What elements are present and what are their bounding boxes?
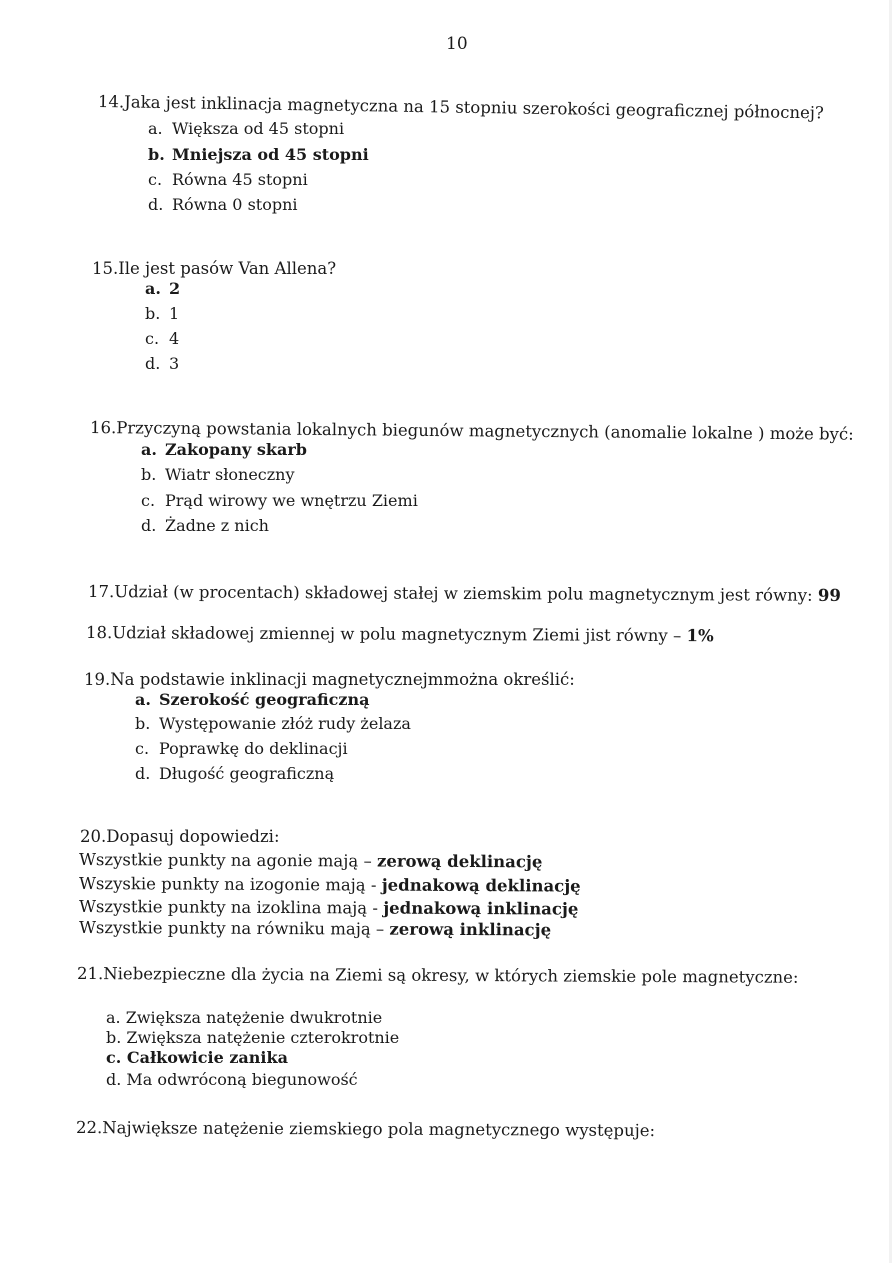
option-text: Długość geograficzną [159,764,335,783]
option-label: c. [141,491,156,510]
option-text: Równa 0 stopni [172,195,298,214]
option-text: Mniejsza od 45 stopni [172,145,369,164]
option-label: c. [106,1048,122,1067]
option-label: c. [135,739,150,758]
option-text: Większa od 45 stopni [172,119,345,138]
question-22-text: 22.Największe natężenie ziemskiego pola magnetycznego występuje: [75,1118,656,1141]
q15-option-d [145,354,179,374]
option-label: a. [148,119,163,138]
option-label: d. [148,195,164,214]
question-20-text: 20.Dopasuj dopowiedzi: [80,827,280,846]
option-text: 3 [169,354,180,373]
option-label: d. [106,1070,122,1089]
match-answer: jednakową inklinację [383,898,579,919]
q20-line-2 [79,874,581,897]
question-18-text: 18.Udział składowej zmiennej w polu magnetycznym Ziemi jist równy – [85,623,682,646]
option-label: b. [141,465,157,484]
option-text: Zwiększa natężenie czterokrotnie [126,1028,400,1047]
q19-option-a-correct [135,690,369,710]
option-text: Wiatr słoneczny [165,465,295,484]
q21-option-d [106,1070,358,1090]
question-14-text: 14.Jaka jest inklinacja magnetyczna na 15 stopniu szerokości geograficznej północnej? [97,92,824,123]
option-text: Prąd wirowy we wnętrzu Ziemi [165,491,418,510]
q14-option-c [148,170,308,190]
option-label: b. [145,304,161,323]
option-text: 4 [169,329,180,348]
q19-option-b [135,714,411,734]
option-text: Równa 45 stopni [172,170,308,189]
option-text: 2 [169,279,181,298]
q20-line-3 [79,897,579,920]
q19-option-c [135,739,348,759]
option-label: b. [148,145,165,164]
option-text: Poprawkę do deklinacji [159,739,348,758]
option-label: d. [141,516,157,535]
match-prefix: Wszystkie punkty na agonie mają – [78,850,372,871]
match-prefix: Wszyskie punkty na izogonie mają - [78,874,377,895]
option-text: Szerokość geograficzną [159,690,370,709]
question-19-text: 19.Na podstawie inklinacji magnetycznejmmożna określić: [84,670,575,689]
match-answer: zerową deklinację [376,851,543,872]
question-17 [88,582,841,606]
option-label: b. [106,1028,122,1047]
match-prefix: Wszystkie punkty na izoklina mają - [78,897,379,918]
q15-option-a-correct [145,279,180,299]
option-text: Występowanie złóż rudy żelaza [159,714,411,733]
q14-option-d [148,195,298,215]
question-16-text: 16.Przyczyną powstania lokalnych biegunów magnetycznych (anomalie lokalne ) może być: [89,418,854,444]
question-21-text: 21.Niebezpieczne dla życia na Ziemi są okresy, w których ziemskie pole magnetyczne: [76,964,799,987]
q14-option-b-correct [148,145,369,165]
question-17-answer: 99 [817,585,841,605]
option-text: 1 [169,304,180,323]
q16-option-a-correct [141,440,307,460]
option-label: d. [145,354,161,373]
option-label: d. [135,764,151,783]
q20-line-1 [79,850,543,872]
option-label: a. [106,1008,121,1027]
q20-line-4 [79,918,551,940]
q16-option-c [141,491,418,511]
question-17-text: 17.Udział (w procentach) składowej stałej w ziemskim polu magnetycznym jest równy: [87,582,813,605]
option-label: c. [145,329,160,348]
option-label: a. [135,690,151,709]
q21-option-a [106,1008,382,1028]
match-answer: jednakową deklinację [381,875,581,896]
option-text: Żadne z nich [165,516,269,535]
q15-option-c [145,329,179,349]
question-15-text: 15.Ile jest pasów Van Allena? [92,259,337,278]
question-18 [86,623,714,646]
q21-option-c-correct [106,1048,288,1068]
option-text: Zwiększa natężenie dwukrotnie [125,1008,383,1027]
option-label: c. [148,170,163,189]
q19-option-d [135,764,334,784]
q16-option-b [141,465,295,485]
option-label: a. [145,279,161,298]
page-number: 10 [446,34,468,54]
option-text: Ma odwróconą biegunowość [126,1070,358,1089]
match-prefix: Wszystkie punkty na równiku mają – [78,918,385,939]
option-label: a. [141,440,157,459]
option-text: Całkowicie zanika [126,1048,288,1067]
option-text: Zakopany skarb [165,440,307,459]
q14-option-a [148,119,344,139]
question-18-answer: 1% [686,626,714,646]
q15-option-b [145,304,179,324]
match-answer: zerową inklinację [389,919,552,940]
option-label: b. [135,714,151,733]
q16-option-d [141,516,269,536]
q21-option-b [106,1028,399,1048]
